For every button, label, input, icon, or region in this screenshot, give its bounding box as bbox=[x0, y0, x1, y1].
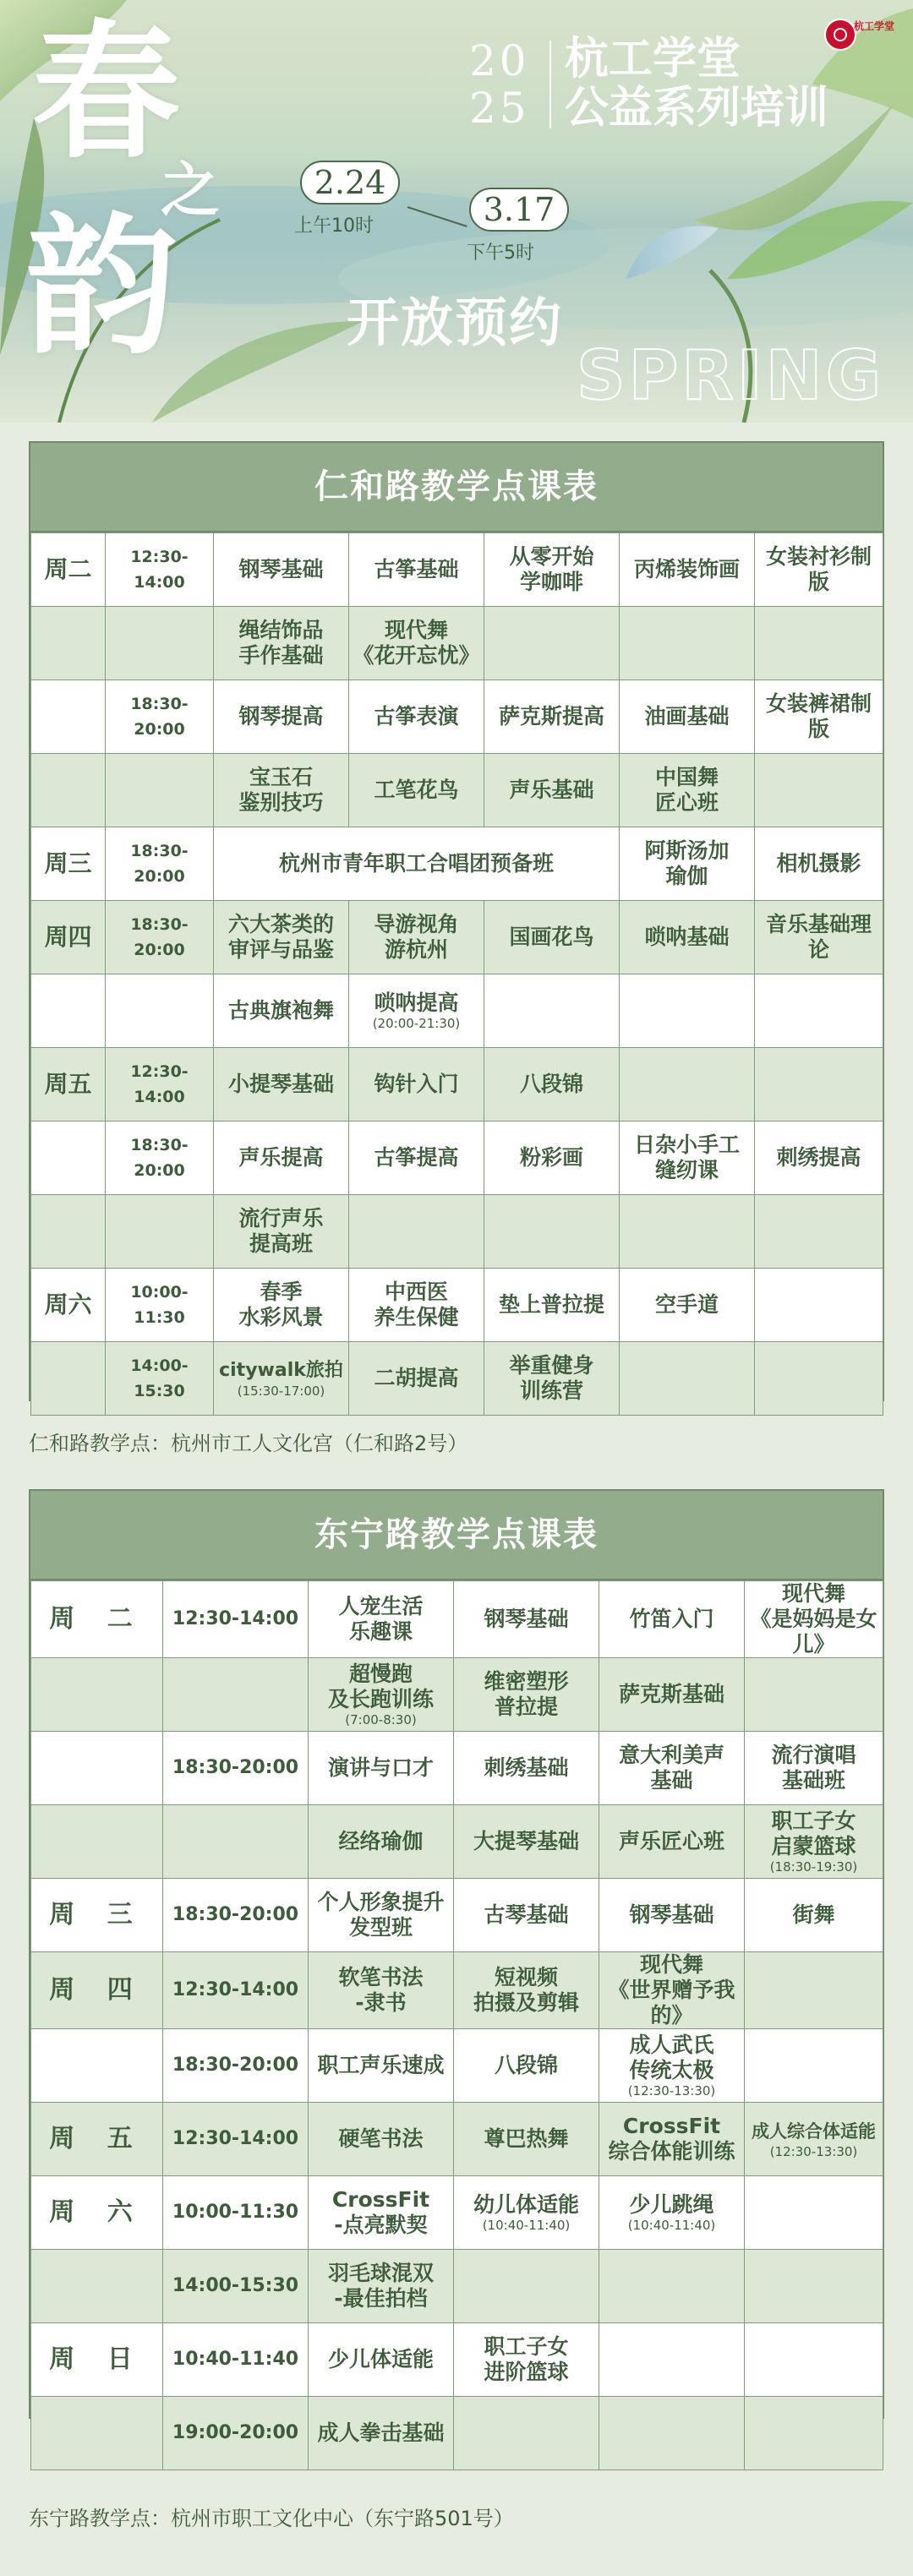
table-row bbox=[31, 2029, 883, 2103]
course-cell: 现代舞 《花开忘忧》 bbox=[349, 607, 484, 680]
course-cell: citywalk旅拍 (15:30-17:00) bbox=[214, 1342, 349, 1416]
course-cell: 钢琴基础 bbox=[214, 533, 349, 607]
table-row bbox=[31, 680, 883, 754]
course-cell: 空手道 bbox=[620, 1269, 755, 1342]
course-cell: 短视频 拍摄及剪辑 bbox=[454, 1952, 599, 2029]
course-cell: 人宠生活 乐趣课 bbox=[309, 1581, 454, 1658]
table-row bbox=[31, 2250, 883, 2323]
course-cell bbox=[745, 2250, 883, 2323]
course-cell: 意大利美声 基础 bbox=[599, 1732, 745, 1805]
course-cell: 垫上普拉提 bbox=[484, 1269, 620, 1342]
table-row bbox=[31, 1048, 883, 1122]
course-cell: 丙烯装饰画 bbox=[620, 533, 755, 607]
course-cell bbox=[745, 2176, 883, 2250]
course-cell: 经络瑜伽 bbox=[309, 1805, 454, 1879]
course-cell bbox=[620, 1342, 755, 1416]
end-date-badge: 3.17 bbox=[469, 188, 569, 232]
table-row bbox=[31, 901, 883, 974]
dongning-schedule-panel bbox=[29, 1489, 884, 2445]
time-slot-cell: 10:00-11:30 bbox=[163, 2176, 309, 2250]
course-cell: 声乐提高 bbox=[214, 1122, 349, 1195]
renhe-address: 仁和路教学点：杭州市工人文化宫（仁和路2号） bbox=[29, 1432, 468, 1455]
course-cell bbox=[620, 974, 755, 1048]
course-cell: 超慢跑 及长跑训练 (7:00-8:30) bbox=[309, 1658, 454, 1732]
course-cell: 刺绣基础 bbox=[454, 1732, 599, 1805]
day-cell: 周五 bbox=[31, 1048, 106, 1122]
course-cell: CrossFit -点亮默契 bbox=[309, 2176, 454, 2250]
course-cell: 音乐基础理论 bbox=[755, 901, 883, 974]
table-row bbox=[31, 1732, 883, 1805]
day-cell bbox=[31, 1658, 163, 1732]
course-cell: 阿斯汤加 瑜伽 bbox=[620, 827, 755, 901]
table-row bbox=[31, 1658, 883, 1732]
course-cell: 大提琴基础 bbox=[454, 1805, 599, 1879]
time-slot-cell bbox=[163, 1805, 309, 1879]
time-slot-cell: 12:30-14:00 bbox=[106, 533, 214, 607]
course-cell: 古典旗袍舞 bbox=[214, 974, 349, 1048]
union-logo-icon bbox=[824, 19, 856, 51]
course-cell bbox=[755, 1195, 883, 1269]
course-cell bbox=[484, 607, 620, 680]
day-cell: 周 六 bbox=[31, 2176, 163, 2250]
course-time-note: (12:30-13:30) bbox=[769, 2144, 858, 2159]
course-cell: 唢呐提高 (20:00-21:30) bbox=[349, 974, 484, 1048]
day-cell: 周三 bbox=[31, 827, 106, 901]
day-cell: 周六 bbox=[31, 1269, 106, 1342]
course-cell: 竹笛入门 bbox=[599, 1581, 745, 1658]
spring-outline-text: SPRING bbox=[577, 336, 885, 415]
start-time: 上午10时 bbox=[294, 216, 374, 237]
course-cell: 职工声乐速成 bbox=[309, 2029, 454, 2103]
course-cell bbox=[745, 1952, 883, 2029]
course-cell bbox=[454, 2397, 599, 2470]
course-cell: 羽毛球混双 -最佳拍档 bbox=[309, 2250, 454, 2323]
course-cell: 唢呐基础 bbox=[620, 901, 755, 974]
course-cell: 现代舞 《是妈妈是女儿》 bbox=[745, 1581, 883, 1658]
renhe-schedule-table bbox=[30, 532, 883, 1416]
table-row bbox=[31, 974, 883, 1048]
day-cell bbox=[31, 2250, 163, 2323]
table-row bbox=[31, 827, 883, 901]
course-cell bbox=[755, 1342, 883, 1416]
course-cell bbox=[755, 1048, 883, 1122]
time-slot-cell: 18:30-20:00 bbox=[163, 2029, 309, 2103]
course-cell: 硬笔书法 bbox=[309, 2103, 454, 2176]
course-time-note: (7:00-8:30) bbox=[345, 1712, 417, 1727]
hero-char-spring: 春 bbox=[32, 6, 180, 179]
course-cell: 尊巴热舞 bbox=[454, 2103, 599, 2176]
course-cell: 古筝表演 bbox=[349, 680, 484, 754]
course-time-note: (12:30-13:30) bbox=[627, 2083, 716, 2098]
course-cell: 古琴基础 bbox=[454, 1879, 599, 1952]
table-row bbox=[31, 1122, 883, 1195]
course-cell: 中国舞 匠心班 bbox=[620, 754, 755, 827]
course-cell: 萨克斯基础 bbox=[599, 1658, 745, 1732]
course-time-note: (15:30-17:00) bbox=[237, 1384, 325, 1399]
course-cell: 钢琴基础 bbox=[599, 1879, 745, 1952]
course-cell: 维密塑形 普拉提 bbox=[454, 1658, 599, 1732]
time-slot-cell: 19:00-20:00 bbox=[163, 2397, 309, 2470]
time-slot-cell: 10:40-11:40 bbox=[163, 2323, 309, 2397]
course-cell: 钢琴基础 bbox=[454, 1581, 599, 1658]
course-cell bbox=[755, 607, 883, 680]
course-cell: 流行演唱 基础班 bbox=[745, 1732, 883, 1805]
time-slot-cell bbox=[106, 1195, 214, 1269]
hero-banner bbox=[0, 0, 913, 423]
table-row bbox=[31, 533, 883, 607]
renhe-schedule-title: 仁和路教学点课表 bbox=[30, 443, 883, 532]
course-cell bbox=[745, 1658, 883, 1732]
course-cell bbox=[620, 607, 755, 680]
time-slot-cell bbox=[106, 974, 214, 1048]
page-title: 杭工学堂 bbox=[565, 34, 741, 85]
course-cell: 女装衬衫制版 bbox=[755, 533, 883, 607]
course-cell: 现代舞 《世界赠予我的》 bbox=[599, 1952, 745, 2029]
time-slot-cell bbox=[106, 607, 214, 680]
day-cell: 周 四 bbox=[31, 1952, 163, 2029]
course-cell: 声乐匠心班 bbox=[599, 1805, 745, 1879]
course-cell: 举重健身 训练营 bbox=[484, 1342, 620, 1416]
course-cell bbox=[620, 1048, 755, 1122]
course-cell: 软笔书法 -隶书 bbox=[309, 1952, 454, 2029]
end-time: 下午5时 bbox=[467, 243, 534, 264]
course-cell bbox=[755, 974, 883, 1048]
day-cell: 周 五 bbox=[31, 2103, 163, 2176]
course-cell: 演讲与口才 bbox=[309, 1732, 454, 1805]
course-cell: 粉彩画 bbox=[484, 1122, 620, 1195]
time-slot-cell: 12:30-14:00 bbox=[163, 2103, 309, 2176]
dongning-address: 东宁路教学点：杭州市职工文化中心（东宁路501号） bbox=[29, 2507, 514, 2530]
year-block bbox=[469, 37, 539, 132]
year-bottom: 25 bbox=[469, 84, 530, 133]
course-cell: 春季 水彩风景 bbox=[214, 1269, 349, 1342]
course-cell: 绳结饰品 手作基础 bbox=[214, 607, 349, 680]
hero-char-of: 之 bbox=[161, 155, 220, 225]
course-cell bbox=[484, 974, 620, 1048]
time-slot-cell: 12:30-14:00 bbox=[163, 1581, 309, 1658]
day-cell: 周 日 bbox=[31, 2323, 163, 2397]
dongning-schedule-table bbox=[30, 1580, 883, 2470]
day-cell bbox=[31, 974, 106, 1048]
table-row bbox=[31, 1269, 883, 1342]
time-slot-cell: 14:00-15:30 bbox=[163, 2250, 309, 2323]
course-cell: 国画花鸟 bbox=[484, 901, 620, 974]
course-cell: 二胡提高 bbox=[349, 1342, 484, 1416]
course-cell: 古筝基础 bbox=[349, 533, 484, 607]
day-cell bbox=[31, 2397, 163, 2470]
course-cell bbox=[755, 754, 883, 827]
course-cell: 幼儿体适能 (10:40-11:40) bbox=[454, 2176, 599, 2250]
course-cell bbox=[745, 2397, 883, 2470]
course-cell bbox=[454, 2250, 599, 2323]
day-cell bbox=[31, 1805, 163, 1879]
course-cell bbox=[599, 2397, 745, 2470]
course-cell: 六大茶类的 审评与品鉴 bbox=[214, 901, 349, 974]
day-cell: 周 二 bbox=[31, 1581, 163, 1658]
course-cell: 职工子女 启蒙篮球 (18:30-19:30) bbox=[745, 1805, 883, 1879]
course-cell: 钩针入门 bbox=[349, 1048, 484, 1122]
time-slot-cell: 18:30-20:00 bbox=[106, 901, 214, 974]
course-cell: 钢琴提高 bbox=[214, 680, 349, 754]
start-date-badge: 2.24 bbox=[300, 161, 400, 205]
day-cell bbox=[31, 2029, 163, 2103]
table-row bbox=[31, 1879, 883, 1952]
course-cell: 油画基础 bbox=[620, 680, 755, 754]
day-cell: 周 三 bbox=[31, 1879, 163, 1952]
day-cell bbox=[31, 1342, 106, 1416]
day-cell bbox=[31, 754, 106, 827]
course-cell bbox=[620, 1195, 755, 1269]
table-row bbox=[31, 1581, 883, 1658]
course-cell: 成人武氏 传统太极 (12:30-13:30) bbox=[599, 2029, 745, 2103]
course-cell: 八段锦 bbox=[484, 1048, 620, 1122]
course-time-note: (10:40-11:40) bbox=[627, 2218, 716, 2233]
course-cell: 宝玉石 鉴别技巧 bbox=[214, 754, 349, 827]
time-slot-cell bbox=[106, 754, 214, 827]
open-reservation-text: 开放预约 bbox=[347, 292, 564, 353]
table-row bbox=[31, 1952, 883, 2029]
table-row bbox=[31, 2323, 883, 2397]
course-cell: CrossFit 综合体能训练 bbox=[599, 2103, 745, 2176]
course-time-note: (18:30-19:30) bbox=[769, 1859, 858, 1875]
time-slot-cell: 18:30-20:00 bbox=[163, 1879, 309, 1952]
course-cell bbox=[349, 1195, 484, 1269]
day-cell: 周二 bbox=[31, 533, 106, 607]
dongning-schedule-title: 东宁路教学点课表 bbox=[30, 1491, 883, 1580]
day-cell bbox=[31, 1122, 106, 1195]
course-cell bbox=[599, 2323, 745, 2397]
time-slot-cell: 14:00-15:30 bbox=[106, 1342, 214, 1416]
year-top: 20 bbox=[469, 36, 530, 85]
title-divider bbox=[549, 41, 551, 128]
table-row bbox=[31, 1805, 883, 1879]
course-cell: 工笔花鸟 bbox=[349, 754, 484, 827]
course-cell: 刺绣提高 bbox=[755, 1122, 883, 1195]
time-slot-cell: 18:30-20:00 bbox=[163, 1732, 309, 1805]
course-cell: 职工子女 进阶篮球 bbox=[454, 2323, 599, 2397]
course-cell: 八段锦 bbox=[454, 2029, 599, 2103]
page-subtitle: 公益系列培训 bbox=[565, 83, 829, 134]
day-cell bbox=[31, 1195, 106, 1269]
course-cell: 从零开始 学咖啡 bbox=[484, 533, 620, 607]
course-cell: 日杂小手工 缝纫课 bbox=[620, 1122, 755, 1195]
course-cell: 小提琴基础 bbox=[214, 1048, 349, 1122]
table-row bbox=[31, 1342, 883, 1416]
course-cell: 中西医 养生保健 bbox=[349, 1269, 484, 1342]
course-cell: 萨克斯提高 bbox=[484, 680, 620, 754]
course-cell: 少儿跳绳 (10:40-11:40) bbox=[599, 2176, 745, 2250]
course-cell bbox=[599, 2250, 745, 2323]
course-cell: 街舞 bbox=[745, 1879, 883, 1952]
course-cell: 杭州市青年职工合唱团预备班 bbox=[214, 827, 620, 901]
course-cell: 导游视角 游杭州 bbox=[349, 901, 484, 974]
course-cell: 流行声乐 提高班 bbox=[214, 1195, 349, 1269]
course-cell: 个人形象提升 发型班 bbox=[309, 1879, 454, 1952]
day-cell: 周四 bbox=[31, 901, 106, 974]
time-slot-cell: 18:30-20:00 bbox=[106, 1122, 214, 1195]
course-cell: 女装裤裙制版 bbox=[755, 680, 883, 754]
day-cell bbox=[31, 1732, 163, 1805]
course-time-note: (20:00-21:30) bbox=[372, 1016, 461, 1031]
course-cell bbox=[745, 2323, 883, 2397]
time-slot-cell: 18:30-20:00 bbox=[106, 827, 214, 901]
table-row bbox=[31, 754, 883, 827]
logo-text: 杭工学堂 bbox=[854, 20, 895, 32]
day-cell bbox=[31, 607, 106, 680]
table-row bbox=[31, 2176, 883, 2250]
renhe-schedule-panel bbox=[29, 441, 884, 1401]
course-cell: 成人综合体适能 (12:30-13:30) bbox=[745, 2103, 883, 2176]
time-slot-cell: 12:30-14:00 bbox=[163, 1952, 309, 2029]
course-cell bbox=[484, 1195, 620, 1269]
course-cell: 声乐基础 bbox=[484, 754, 620, 827]
time-slot-cell: 18:30-20:00 bbox=[106, 680, 214, 754]
course-cell: 少儿体适能 bbox=[309, 2323, 454, 2397]
time-slot-cell: 12:30-14:00 bbox=[106, 1048, 214, 1122]
time-slot-cell bbox=[163, 1658, 309, 1732]
table-row bbox=[31, 2397, 883, 2470]
course-cell bbox=[755, 1269, 883, 1342]
table-row bbox=[31, 2103, 883, 2176]
course-cell bbox=[745, 2029, 883, 2103]
time-slot-cell: 10:00-11:30 bbox=[106, 1269, 214, 1342]
table-row bbox=[31, 1195, 883, 1269]
course-time-note: (10:40-11:40) bbox=[482, 2218, 571, 2233]
course-cell: 成人拳击基础 bbox=[309, 2397, 454, 2470]
course-cell: 古筝提高 bbox=[349, 1122, 484, 1195]
hero-char-rhyme: 韵 bbox=[25, 198, 178, 376]
course-cell: 相机摄影 bbox=[755, 827, 883, 901]
table-row bbox=[31, 607, 883, 680]
day-cell bbox=[31, 680, 106, 754]
